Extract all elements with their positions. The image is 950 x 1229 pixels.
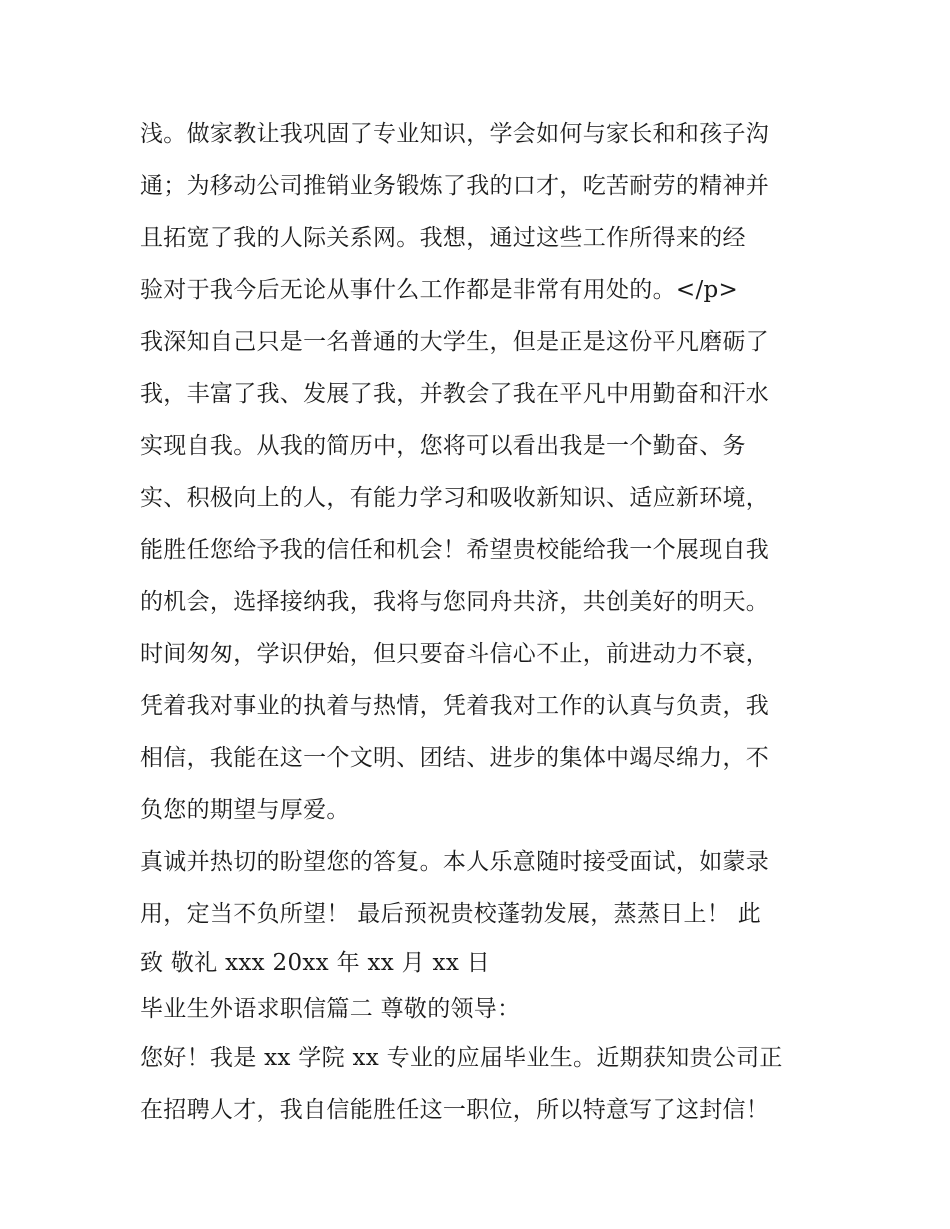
text-line: 我深知自己只是一名普通的大学生，但是正是这份平凡磨砺了: [140, 329, 770, 355]
text-line: 用，定当不负所望！ 最后预祝贵校蓬勃发展，蒸蒸日上！ 此: [140, 901, 762, 927]
text-line: 负您的期望与厚爱。: [140, 797, 350, 823]
document-body: [140, 108, 820, 1136]
text-line: 凭着我对事业的执着与热情，凭着我对工作的认真与负责，我: [140, 693, 770, 719]
text-line: 实、积极向上的人，有能力学习和吸收新知识、适应新环境，: [140, 485, 770, 511]
section-heading: 毕业生外语求职信篇二 尊敬的领导：: [140, 996, 521, 1022]
text-line: 您好！我是 xx 学院 xx 专业的应届毕业生。近期获知贵公司正: [140, 1045, 783, 1071]
text-line: 时间匆匆，学识伊始，但只要奋斗信心不止，前进动力不衰，: [140, 641, 770, 667]
text-line: 的机会，选择接纳我，我将与您同舟共济，共创美好的明天。: [140, 589, 770, 615]
text-line: 通；为移动公司推销业务锻炼了我的口才，吃苦耐劳的精神并: [140, 173, 770, 199]
text-line: 且拓宽了我的人际关系网。我想，通过这些工作所得来的经: [140, 225, 746, 251]
text-line: 验对于我今后无论从事什么工作都是非常有用处的。</p>: [140, 277, 739, 303]
text-line: 相信，我能在这一个文明、团结、进步的集体中竭尽绵力，不: [140, 745, 770, 771]
text-line: 致 敬礼 xxx 20xx 年 xx 月 xx 日: [140, 950, 490, 976]
text-line: 真诚并热切的盼望您的答复。本人乐意随时接受面试，如蒙录: [140, 849, 770, 875]
text-line: 实现自我。从我的简历中，您将可以看出我是一个勤奋、务: [140, 433, 746, 459]
text-line: 能胜任您给予我的信任和机会！希望贵校能给我一个展现自我: [140, 537, 770, 563]
text-line: 我，丰富了我、发展了我，并教会了我在平凡中用勤奋和汗水: [140, 381, 770, 407]
text-line: 在招聘人才，我自信能胜任这一职位，所以特意写了这封信！: [140, 1097, 770, 1123]
text-line: 浅。做家教让我巩固了专业知识，学会如何与家长和和孩子沟: [140, 121, 770, 147]
